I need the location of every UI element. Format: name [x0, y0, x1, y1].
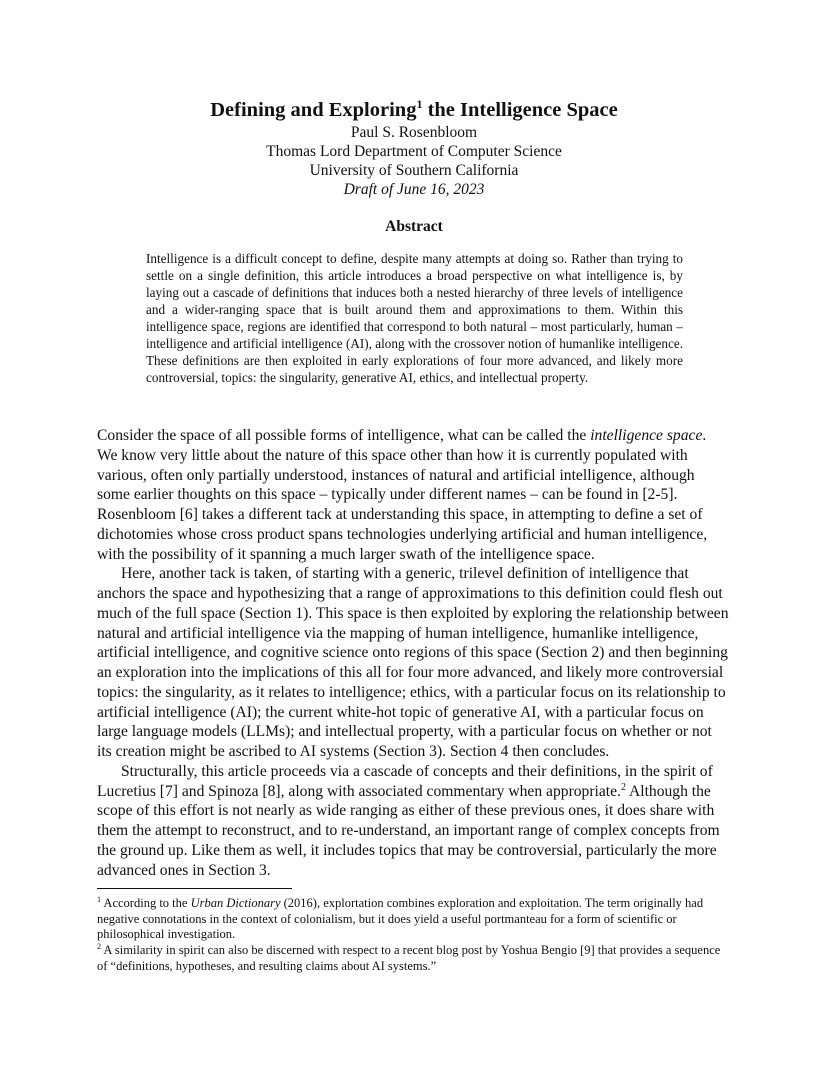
body-paragraph-1-part-a: Consider the space of all possible forms of intelligence, what can be called the	[97, 427, 591, 444]
body-footnote-mark-2: 2	[620, 781, 626, 793]
title-footnote-mark: 1	[416, 97, 423, 112]
footnote-2-mark: 2	[97, 941, 101, 951]
body-paragraph-1	[97, 426, 730, 564]
body-paragraph-1-part-b: . We know very little about the nature of this space other than how it is currently populated with various, often only partially understood, instances of natural and artificial intelligence, although some earlier thoughts on this space – typically under different names – can be found in [2-5]. Rosenbloom [6] takes a different tack at understanding this space, in attempting to define a set of dichotomies whose cross product spans technologies underlying artificial and human intelligence, with the possibility of it spanning a much larger swath of the intelligence space.	[97, 427, 708, 563]
draft-date: Draft of June 16, 2023	[343, 181, 485, 198]
body-paragraph-3	[97, 762, 730, 881]
paper-title-main: Defining and Exploring	[210, 99, 417, 121]
footnote-1-mark: 1	[97, 894, 101, 904]
author-name: Paul S. Rosenbloom	[350, 124, 478, 141]
footnote-divider	[97, 888, 292, 889]
footnote-1	[97, 896, 730, 943]
body-text	[97, 426, 730, 880]
abstract-heading: Abstract	[385, 218, 443, 235]
footnotes	[97, 896, 730, 975]
footnote-2	[97, 943, 730, 974]
footnote-1-part-a: According to the	[101, 896, 191, 910]
author-university: University of Southern California	[309, 162, 519, 179]
paper-title	[0, 97, 828, 123]
title-block	[0, 97, 828, 199]
body-paragraph-3-part-a: Structurally, this article proceeds via a cascade of concepts and their definitions, in the spirit of Lucretius [7] and Spinoza [8], along with associated commentary when appropriate.	[97, 762, 713, 800]
body-paragraph-1-term: intelligence space	[590, 427, 703, 444]
footnote-1-part-b: (2016), explortation combines exploration and exploitation. The term originally had negative connotations in the context of colonialism, but it does yield a useful portmanteau for a form of scientific or philosophical investigation.	[97, 896, 704, 942]
abstract-text: Intelligence is a difficult concept to define, despite many attempts at doing so. Rather than trying to settle on a single definition, this article introduces a broad perspective on what intelligence is, by laying out a cascade of definitions that induces both a nested hierarchy of three levels of intelligence and a wider-ranging space that is built around them and approximations to them. Within this intelligence space, regions are identified that correspond to both natural – most particularly, human – intelligence and artificial intelligence (AI), along with the crossover notion of humanlike intelligence. These definitions are then exploited in early explorations of four more advanced, and likely more controversial, topics: the singularity, generative AI, ethics, and intellectual property.	[146, 251, 683, 386]
body-paragraph-3-part-b: Although the scope of this effort is not nearly as wide ranging as either of these previous ones, it does share with them the attempt to reconstruct, and to re-understand, an important range of complex concepts from the ground up. Like them as well, it includes topics that may be controversial, particularly the more advanced ones in Section 3.	[97, 782, 720, 879]
paper-title-rest: the Intelligence Space	[422, 99, 618, 121]
body-paragraph-2: Here, another tack is taken, of starting with a generic, trilevel definition of intelligence that anchors the space and hypothesizing that a range of approximations to this definition could flesh out much of the full space (Section 1). This space is then exploited by exploring the relationship between natural and artificial intelligence via the mapping of human intelligence, humanlike intelligence, artificial intelligence, and cognitive science onto regions of this space (Section 2) and then beginning an exploration into the implications of this all for four more advanced, and likely more controversial topics: the singularity, as it relates to intelligence; ethics, with a particular focus on its relationship to artificial intelligence (AI); the current white-hot topic of generative AI, with a particular focus on large language models (LLMs); and intellectual property, with a particular focus on whether or not its creation might be ascribed to AI systems (Section 3). Section 4 then concludes.	[97, 565, 729, 760]
footnote-2-text: A similarity in spirit can also be discerned with respect to a recent blog post by Yoshua Bengio [9] that provides a sequence of “definitions, hypotheses, and resulting claims about AI systems.”	[97, 943, 721, 973]
footnote-1-source: Urban Dictionary	[190, 896, 281, 910]
author-department: Thomas Lord Department of Computer Science	[266, 143, 562, 160]
